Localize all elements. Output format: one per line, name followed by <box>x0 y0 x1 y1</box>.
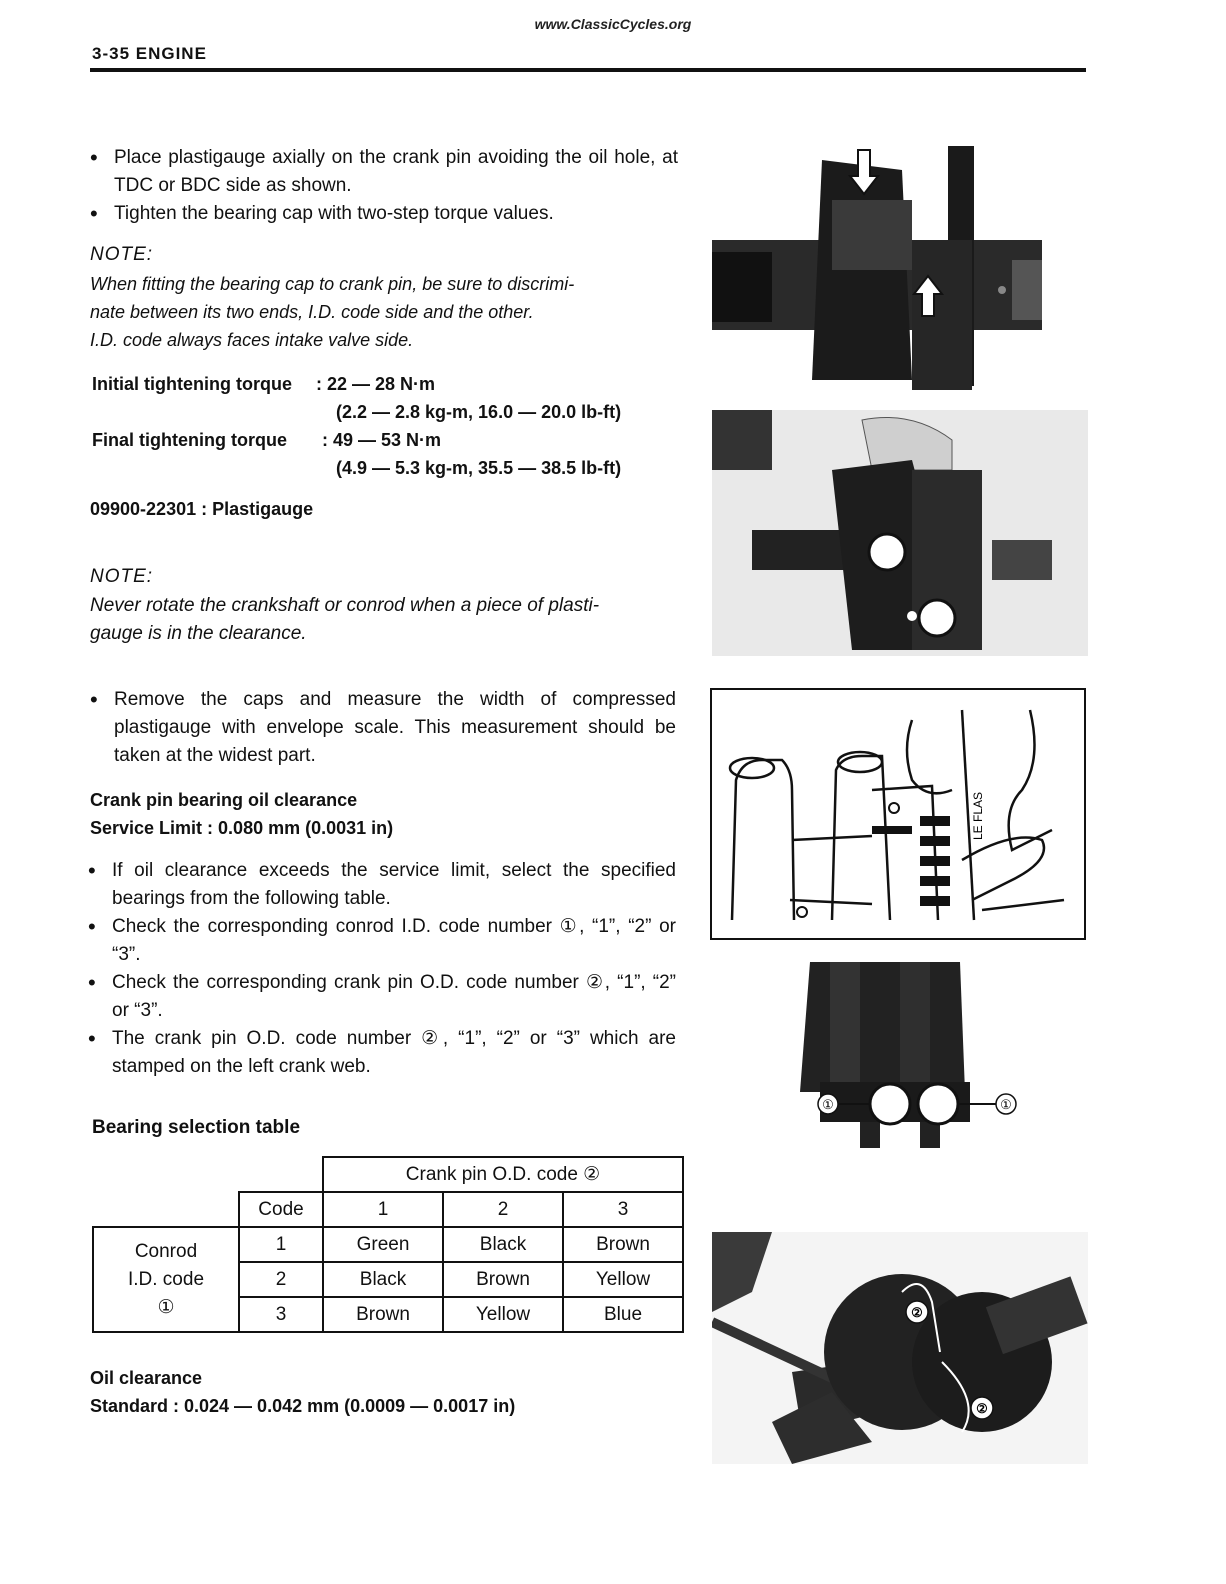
table-cell: Brown <box>443 1262 563 1297</box>
table-cell: Yellow <box>563 1262 683 1297</box>
list-item: • If oil clearance exceeds the service limit, select the specified bearings from the following table. <box>88 857 676 913</box>
instruction-list-1 <box>90 144 678 228</box>
row-label-line: I.D. code <box>127 1268 205 1290</box>
tool-spec: 09900-22301 : Plastigauge <box>90 499 314 519</box>
list-item: • Check the corresponding crank pin O.D. code number ②, “1”, “2” or “3”. <box>88 969 676 1025</box>
page-header: 3-35 ENGINE <box>92 44 207 63</box>
initial-torque-sub: (2.2 — 2.8 kg-m, 16.0 — 20.0 lb-ft) <box>336 402 622 422</box>
note-line: I.D. code always faces intake valve side. <box>90 330 414 350</box>
table-column-header: 1 <box>323 1192 443 1227</box>
clearance-title: Crank pin bearing oil clearance <box>90 790 358 810</box>
crank-pin-photo <box>712 140 1042 390</box>
note-line: When fitting the bearing cap to crank pin, be sure to discrimi- <box>90 274 575 294</box>
od-code-label: ② <box>911 1305 923 1320</box>
row-label-line: Conrod <box>134 1240 198 1262</box>
final-torque-label: Final tightening torque <box>92 430 287 450</box>
list-item: • Tighten the bearing cap with two-step torque values. <box>90 200 678 228</box>
table-column-header: 3 <box>563 1192 683 1227</box>
crank-web-od-code-photo <box>712 1232 1088 1464</box>
conrod-id-code-photo <box>760 962 1030 1152</box>
instruction-list-2 <box>90 686 676 770</box>
table-cell: Green <box>323 1227 443 1262</box>
list-item: • The crank pin O.D. code number ②, “1”, “2” or “3” which are stamped on the left crank web. <box>88 1025 676 1081</box>
table-code-header: Code <box>239 1192 323 1227</box>
table-cell: Yellow <box>443 1297 563 1332</box>
table-cell: 1 <box>239 1227 323 1262</box>
table-cell: Brown <box>563 1227 683 1262</box>
header-rule <box>90 68 1086 72</box>
note-title: NOTE: <box>90 566 154 587</box>
table-cell: 2 <box>239 1262 323 1297</box>
note-line: gauge is in the clearance. <box>90 623 307 644</box>
list-item: • Remove the caps and measure the width of compressed plastigauge with envelope scale. This measurement should be taken at the widest part. <box>90 686 676 770</box>
final-torque-sub: (4.9 — 5.3 kg-m, 35.5 — 38.5 lb-ft) <box>336 458 622 478</box>
table-cell: 3 <box>239 1297 323 1332</box>
oil-clearance-title: Oil clearance <box>90 1368 203 1388</box>
row-label-line: ① <box>157 1296 175 1318</box>
instruction-list-3 <box>88 857 676 1081</box>
final-torque-value: : 49 — 53 N·m <box>322 430 442 450</box>
table-title: Bearing selection table <box>92 1117 301 1138</box>
id-code-label: ① <box>1000 1097 1012 1112</box>
note-body <box>90 592 690 648</box>
torque-specs <box>92 370 692 482</box>
initial-torque-label: Initial tightening torque <box>92 374 292 394</box>
table-column-header: 2 <box>443 1192 563 1227</box>
list-item: • Place plastigauge axially on the crank pin avoiding the oil hole, at TDC or BDC side as shown. <box>90 144 678 200</box>
table-cell: Brown <box>323 1297 443 1332</box>
site-url: www.ClassicCycles.org <box>534 16 692 32</box>
initial-torque-value: : 22 — 28 N·m <box>316 374 436 394</box>
id-code-label: ① <box>822 1097 834 1112</box>
envelope-scale-diagram <box>710 688 1086 940</box>
bearing-selection-table <box>92 1156 684 1333</box>
oil-clearance-standard: Standard : 0.024 — 0.042 mm (0.0009 — 0.0017 in) <box>90 1396 516 1416</box>
plastigauge-placement-photo <box>712 410 1088 656</box>
od-code-label: ② <box>976 1401 988 1416</box>
table-cell: Blue <box>563 1297 683 1332</box>
table-row-label <box>93 1227 239 1332</box>
scale-text: LE FLAS <box>971 791 985 840</box>
service-limit: Service Limit : 0.080 mm (0.0031 in) <box>90 818 394 838</box>
table-cell: Black <box>443 1227 563 1262</box>
note-body <box>90 270 690 354</box>
note-line: Never rotate the crankshaft or conrod when a piece of plasti- <box>90 595 600 616</box>
note-line: nate between its two ends, I.D. code side and the other. <box>90 302 534 322</box>
table-top-header: Crank pin O.D. code ② <box>323 1157 683 1192</box>
list-item: • Check the corresponding conrod I.D. code number ①, “1”, “2” or “3”. <box>88 913 676 969</box>
note-title: NOTE: <box>90 244 154 265</box>
table-cell: Black <box>323 1262 443 1297</box>
